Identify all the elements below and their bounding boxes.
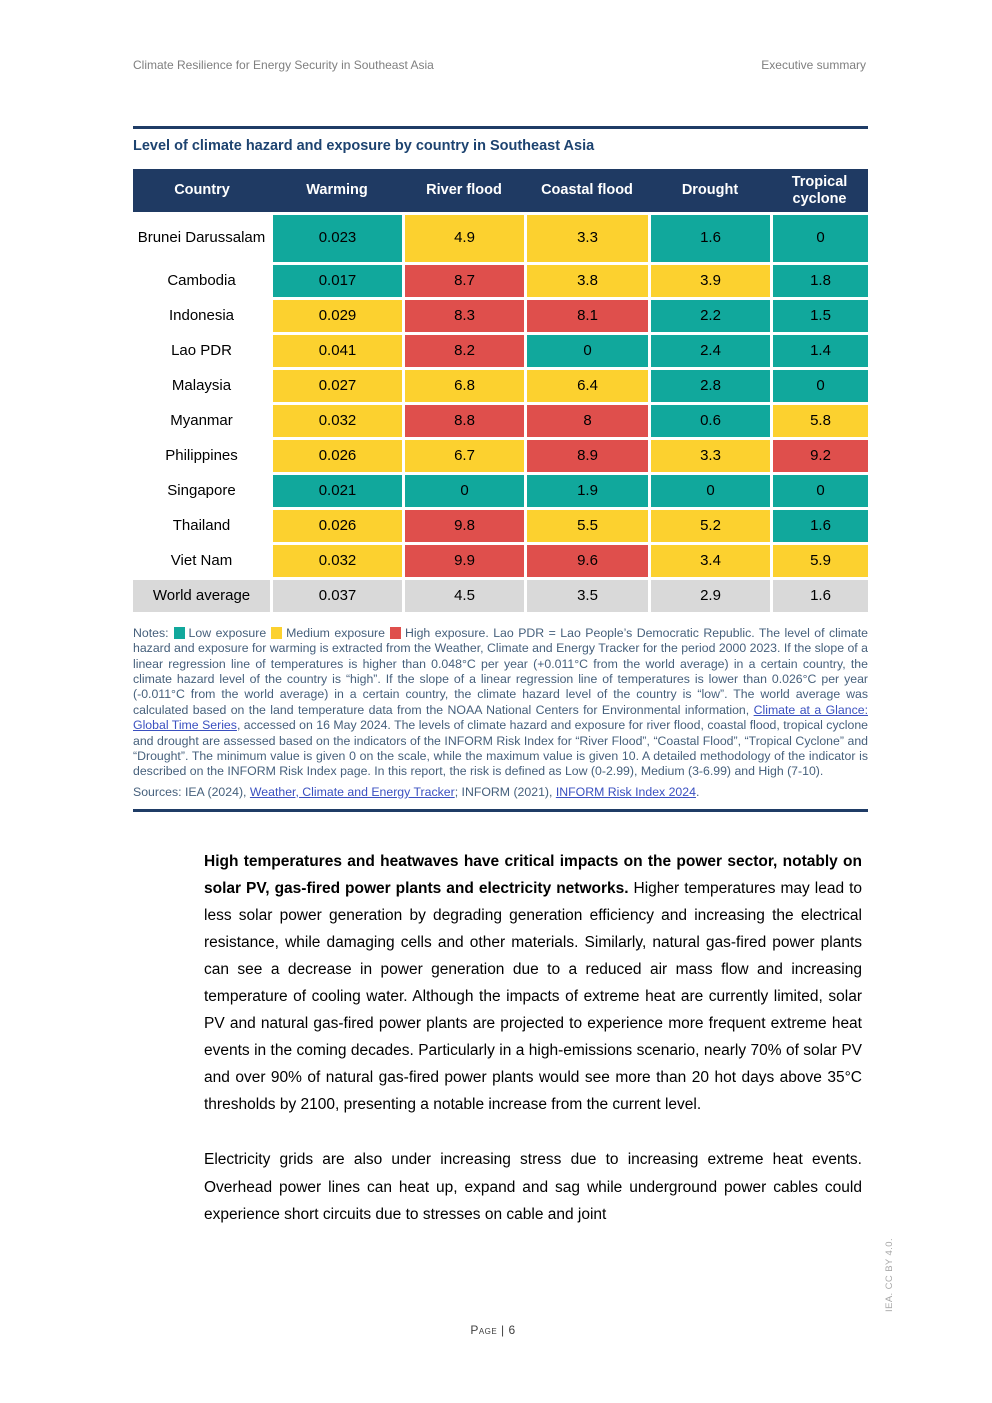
figure-notes bbox=[133, 626, 868, 780]
value-cell: 0.037 bbox=[273, 580, 402, 612]
table-row bbox=[133, 545, 868, 577]
paragraph-electricity-grids: Electricity grids are also under increasing stress due to increasing extreme heat events. Overhead power lines can heat up, expand and sag while underground power cables could experience short circuits due to stresses on cable and joint bbox=[204, 1151, 862, 1223]
table-row bbox=[133, 335, 868, 367]
legend-low-label: Low exposure bbox=[188, 626, 267, 640]
value-cell: 9.9 bbox=[405, 545, 524, 577]
table-row bbox=[133, 440, 868, 472]
value-cell: 9.6 bbox=[527, 545, 648, 577]
legend-medium-swatch bbox=[271, 627, 282, 639]
sources-link-weather-tracker[interactable]: Weather, Climate and Energy Tracker bbox=[249, 784, 455, 799]
legend-medium-label: Medium exposure bbox=[286, 626, 385, 640]
value-cell: 6.8 bbox=[405, 370, 524, 402]
value-cell: 5.9 bbox=[773, 545, 868, 577]
value-cell: 0 bbox=[773, 215, 868, 262]
value-cell: 4.5 bbox=[405, 580, 524, 612]
table-row bbox=[133, 580, 868, 612]
value-cell: 0.023 bbox=[273, 215, 402, 262]
country-cell: Myanmar bbox=[133, 405, 270, 437]
value-cell: 3.3 bbox=[527, 215, 648, 262]
value-cell: 0.041 bbox=[273, 335, 402, 367]
column-header-tropical-cyclone: Tropical cyclone bbox=[791, 173, 848, 207]
value-cell: 6.7 bbox=[405, 440, 524, 472]
notes-text-1: . Lao PDR = Lao People’s Democratic Republic. The level of climate hazard and exposure for warming is extracted from the Weather, Climate and Energy Tracker for the period 2000 2023. If the slope of a linear regression line of temperatures is higher than 0.048°C per year (+0.011°C from the world average) in a certain country, the climate hazard level of the country is “high”. If the slope of a linear regression line of temperatures is lower than 0.026°C per year (-0.011°C from the world average) in a certain country, the climate hazard level of the country is “low”. The world average was calculated based on the land temperature data from the NOAA National Centers for Environmental information, bbox=[133, 626, 868, 717]
sources-text-3: . bbox=[695, 784, 700, 799]
value-cell: 2.9 bbox=[651, 580, 770, 612]
value-cell: 6.4 bbox=[527, 370, 648, 402]
table-row bbox=[133, 265, 868, 297]
value-cell: 8.7 bbox=[405, 265, 524, 297]
notes-label: Notes: bbox=[133, 626, 169, 640]
value-cell: 8.3 bbox=[405, 300, 524, 332]
value-cell: 8.9 bbox=[527, 440, 648, 472]
sources-text-2: ; INFORM (2021), bbox=[454, 784, 556, 799]
country-cell: Viet Nam bbox=[133, 545, 270, 577]
table-row bbox=[133, 475, 868, 507]
value-cell: 8.8 bbox=[405, 405, 524, 437]
country-cell: Thailand bbox=[133, 510, 270, 542]
country-cell: World average bbox=[133, 580, 270, 612]
figure-sources bbox=[133, 785, 868, 800]
legend-high-label: High exposure bbox=[404, 626, 486, 640]
value-cell: 2.4 bbox=[651, 335, 770, 367]
table-row bbox=[133, 405, 868, 437]
value-cell: 0.021 bbox=[273, 475, 402, 507]
value-cell: 3.3 bbox=[651, 440, 770, 472]
value-cell: 8.1 bbox=[527, 300, 648, 332]
notes-text-2: , accessed on 16 May 2024. The levels of climate hazard and exposure for river flood, coastal flood, tropical cyclone and drought are assessed based on the indicators of the INFORM Risk Index for “River Flood”, “Coastal Flood”, “Tropical Cyclone” and “Drought”. The minimum value is given 0 on the scale, while the maximum value is given 10. A detailed methodology of the indicator is described on the INFORM Risk Index page. In this report, the risk is defined as Low (0-2.99), Medium (3-6.99) and High (7-10). bbox=[133, 718, 869, 779]
country-cell: Philippines bbox=[133, 440, 270, 472]
notes-link-climate-at-a-glance[interactable]: Climate at a Glance: Global Time Series bbox=[133, 702, 868, 733]
value-cell: 1.4 bbox=[773, 335, 868, 367]
table-row bbox=[133, 300, 868, 332]
value-cell: 3.4 bbox=[651, 545, 770, 577]
column-header-drought: Drought bbox=[681, 182, 739, 199]
value-cell: 1.6 bbox=[773, 510, 868, 542]
value-cell: 0.032 bbox=[273, 405, 402, 437]
hazard-table-body bbox=[133, 215, 868, 612]
paragraph-lead-rest: Higher temperatures may lead to less solar power generation by degrading generation efficiency and increasing the electrical resistance, while damaging cells and other materials. Similarly, natural gas-fired power plants can see a decrease in power generation due to a reduced air mass flow and increasing temperature of cooling water. Although the impacts of extreme heat are currently limited, solar PV and natural gas-fired power plants are projected to experience more frequent extreme heat events in the coming decades. Particularly in a high-emissions scenario, nearly 70% of solar PV and over 90% of natural gas-fired power plants would see more than 20 hot days above 35°C thresholds by 2100, presenting a notable increase from the current level. bbox=[204, 880, 862, 1114]
running-header bbox=[133, 58, 866, 72]
value-cell: 1.6 bbox=[651, 215, 770, 262]
value-cell: 0.017 bbox=[273, 265, 402, 297]
country-cell: Indonesia bbox=[133, 300, 270, 332]
country-cell: Brunei Darussalam bbox=[133, 215, 270, 262]
value-cell: 0 bbox=[773, 370, 868, 402]
sources-text-1: Sources: IEA (2024), bbox=[133, 784, 250, 799]
value-cell: 0 bbox=[405, 475, 524, 507]
value-cell: 5.2 bbox=[651, 510, 770, 542]
paragraph-heat-impacts bbox=[204, 848, 862, 1118]
table-row bbox=[133, 370, 868, 402]
sources-link-inform-risk-index[interactable]: INFORM Risk Index 2024 bbox=[555, 784, 696, 799]
value-cell: 3.9 bbox=[651, 265, 770, 297]
value-cell: 4.9 bbox=[405, 215, 524, 262]
country-cell: Cambodia bbox=[133, 265, 270, 297]
figure-bottom-rule bbox=[133, 809, 868, 812]
value-cell: 0.027 bbox=[273, 370, 402, 402]
figure-block bbox=[133, 126, 868, 812]
value-cell: 1.8 bbox=[773, 265, 868, 297]
running-header-title: Climate Resilience for Energy Security in Southeast Asia bbox=[133, 58, 434, 72]
value-cell: 5.8 bbox=[773, 405, 868, 437]
value-cell: 3.5 bbox=[527, 580, 648, 612]
value-cell: 0 bbox=[773, 475, 868, 507]
value-cell: 0.032 bbox=[273, 545, 402, 577]
column-header-country: Country bbox=[174, 182, 230, 199]
value-cell: 8.2 bbox=[405, 335, 524, 367]
value-cell: 2.2 bbox=[651, 300, 770, 332]
license-side-label: IEA. CC BY 4.0. bbox=[884, 1238, 895, 1312]
value-cell: 9.8 bbox=[405, 510, 524, 542]
value-cell: 5.5 bbox=[527, 510, 648, 542]
value-cell: 0.6 bbox=[651, 405, 770, 437]
hazard-exposure-table bbox=[133, 169, 868, 612]
value-cell: 1.5 bbox=[773, 300, 868, 332]
value-cell: 0 bbox=[527, 335, 648, 367]
body-text-column bbox=[204, 848, 862, 1228]
running-header-section: Executive summary bbox=[761, 58, 866, 72]
value-cell: 1.6 bbox=[773, 580, 868, 612]
table-header-row bbox=[133, 169, 868, 212]
country-cell: Singapore bbox=[133, 475, 270, 507]
legend-low-swatch bbox=[174, 627, 185, 639]
value-cell: 0.026 bbox=[273, 440, 402, 472]
legend-high-swatch bbox=[390, 627, 401, 639]
column-header-river-flood: River flood bbox=[426, 182, 502, 199]
value-cell: 1.9 bbox=[527, 475, 648, 507]
value-cell: 9.2 bbox=[773, 440, 868, 472]
column-header-coastal-flood: Coastal flood bbox=[541, 182, 633, 199]
figure-top-rule bbox=[133, 126, 868, 129]
country-cell: Malaysia bbox=[133, 370, 270, 402]
value-cell: 8 bbox=[527, 405, 648, 437]
value-cell: 0.029 bbox=[273, 300, 402, 332]
column-header-warming: Warming bbox=[306, 182, 368, 199]
value-cell: 3.8 bbox=[527, 265, 648, 297]
paragraph-lead-bold: High temperatures and heatwaves have critical impacts on the power sector, notably on solar PV, gas-fired power plants and electricity networks. bbox=[204, 853, 862, 898]
value-cell: 0 bbox=[651, 475, 770, 507]
value-cell: 0.026 bbox=[273, 510, 402, 542]
country-cell: Lao PDR bbox=[133, 335, 270, 367]
page-number: Page | 6 bbox=[470, 1323, 516, 1337]
value-cell: 2.8 bbox=[651, 370, 770, 402]
figure-title: Level of climate hazard and exposure by country in Southeast Asia bbox=[133, 138, 595, 154]
table-row bbox=[133, 215, 868, 262]
table-row bbox=[133, 510, 868, 542]
